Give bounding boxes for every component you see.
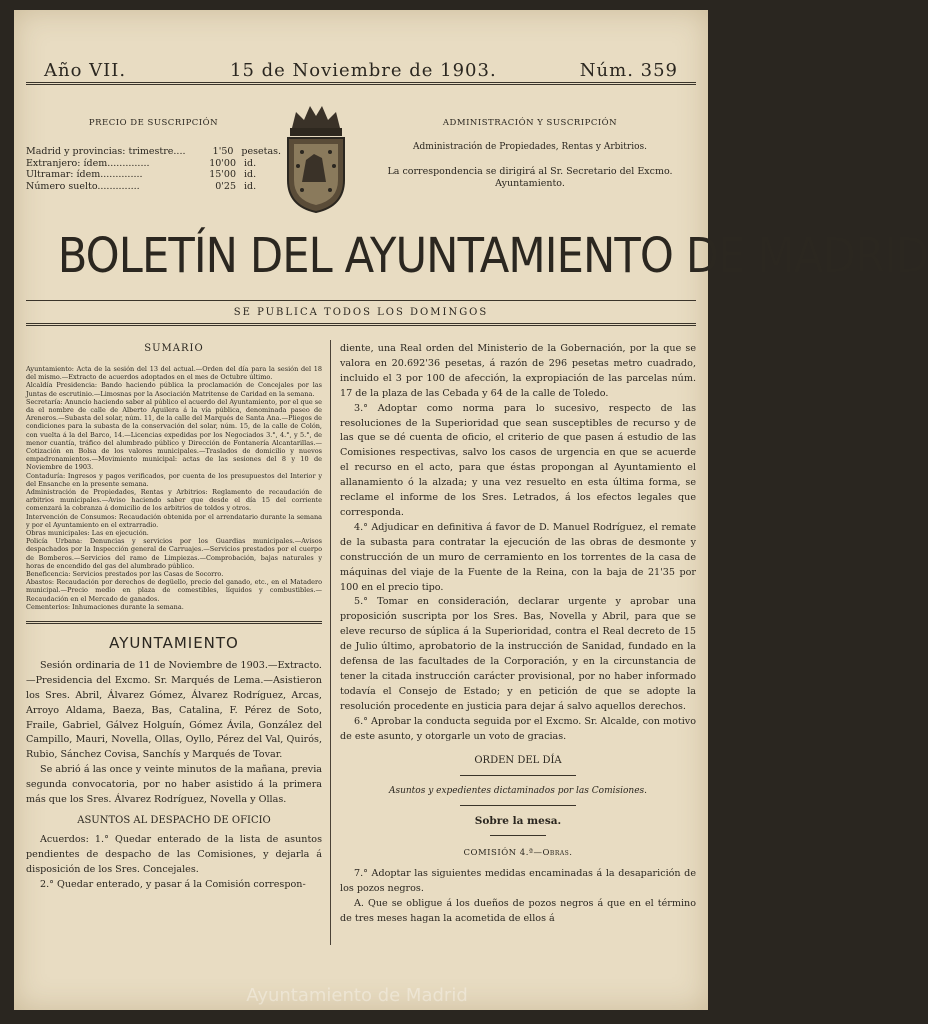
comision-heading: COMISIÓN 4.ª—Obras. xyxy=(463,848,573,859)
sumario-entry: Intervención de Consumos: Recaudación obtenida por el arrendatario durante la semana y por el Ayuntamiento en el extrarradio. xyxy=(26,512,322,529)
session-paragraph: Se abrió á las once y veinte minutos de la mañana, previa segunda convocatoria, por no haber asistido á la primera más que los Sres. Álvarez Rodríguez, Novella y Ollas. xyxy=(26,764,322,806)
agreement-paragraph: A. Que se obligue á los dueños de pozos negros á que en el término de tres meses hagan la acometida de ellos á xyxy=(340,897,696,924)
column-divider xyxy=(330,340,331,945)
sumario-entry: Alcaldía Presidencia: Bando haciendo pública la proclamación de Concejales por las Juntas de escrutinio.—Limosnas por la Asociación Matritense de Caridad en la semana. xyxy=(26,381,322,398)
asuntos-rule xyxy=(460,805,576,806)
sumario-entry: Cementerios: Inhumaciones durante la semana. xyxy=(26,602,184,611)
agreement-paragraph: 2.° Quedar enterado, y pasar á la Comisión correspon- xyxy=(40,878,306,890)
title-rule xyxy=(26,300,696,301)
year-label: Año VII. xyxy=(44,60,127,81)
section-rule xyxy=(26,621,322,624)
subscription-row: Ultramar: ídem.............. 15'00 id. xyxy=(26,169,257,180)
agreement-paragraph: 6.° Aprobar la conducta seguida por el Excmo. Sr. Alcalde, con motivo de este asunto, y otorgarle un voto de gracias. xyxy=(340,715,696,742)
agreement-paragraph: 4.° Adjudicar en definitiva á favor de D. Manuel Rodríguez, el remate de la subasta para contratar la ejecución de las obras de desmonte y construcción de un muro de cerramiento en los torrentes de la casa de máquinas del viaje de la Fuente de la Reina, con la baja de 21'35 por 100 en el precio tipo. xyxy=(340,521,696,593)
session-paragraph: Sesión ordinaria de 11 de Noviembre de 1903.—Extracto.—Presidencia del Excmo. Sr. Marqués de Lema.—Asistieron los Sres. Abril, Álvarez Gómez, Álvarez Rodríguez, Arcas, Arroyo Aldama, Baeza, Bas, Catalina, F. Pérez de Soto, Fraile, Gabriel, Gálvez Holguín, Gómez Ávila, González del Campillo, Mauri, Novella, Ollas, Oyllo, Pérez del Val, Quirós, Rubio, Sánchez Covisa, Sanchís y Marqués de Tovar. xyxy=(26,659,322,761)
sobre-rule xyxy=(490,835,546,836)
subtitle-rule xyxy=(26,323,696,326)
subscription-heading: PRECIO DE SUSCRIPCIÓN xyxy=(88,118,219,128)
watermark-text: Ayuntamiento de Madrid xyxy=(246,985,468,1006)
orden-rule xyxy=(460,775,576,776)
sumario-entry: Administración de Propiedades, Rentas y Arbitrios: Reglamento de recaudación de arbitrios municipales.—Aviso haciendo saber que desde el día 15 del corriente comenzará la cobranza á domicilio de los arbitrios de toldos y otros. xyxy=(26,487,322,513)
administration-block xyxy=(364,118,696,189)
asuntos-heading: Asuntos y expedientes dictaminados por las Comisiones. xyxy=(388,786,648,797)
subscription-row: Extranjero: ídem.............. 10'00 id. xyxy=(26,157,257,169)
sumario-entry: Abastos: Recaudación por derechos de degüello, precio del ganado, etc., en el Matadero municipal.—Precio medio en plaza de comestibles, líquidos y combustibles.—Recaudación en el Mercado de ganados. xyxy=(26,578,322,603)
agreement-paragraph: diente, una Real orden del Ministerio de la Gobernación, por la que se valora en 20.692'36 pesetas, á razón de 296 pesetas metro cuadrado, incluido el 3 por 100 de afección, la expropiación de las parcelas núm. 17 de la plaza de las Cebada y 64 de la calle de Toledo. xyxy=(340,343,696,399)
agreement-paragraph: 5.° Tomar en consideración, declarar urgente y aprobar una proposición suscripta por los Sres. Bas, Novella y Abril, para que se eleve recurso de súplica á la Superioridad, contra el Real decreto de 15 de Julio último, aprobatorio de la instrucción de Sanidad, fundado en la defensa de las facultades de la Corporación, y en la circunstancia de tener la citada instrucción carácter provisional, por no haber informado todavía el Consejo de Estado; y en petición de que se adopte la resolución procedente en justicia para dejar á salvo aquellos derechos. xyxy=(340,596,696,712)
subscription-block xyxy=(26,118,281,192)
sumario-heading: SUMARIO xyxy=(144,343,204,354)
right-column xyxy=(340,342,696,927)
administration-office: Administración de Propiedades, Rentas y Arbitrios. xyxy=(413,142,647,152)
subheading: ASUNTOS AL DESPACHO DE OFICIO xyxy=(77,814,271,826)
left-column xyxy=(26,342,322,893)
issue-number: Núm. 359 xyxy=(579,60,678,81)
newspaper-page xyxy=(14,10,928,1010)
agreement-paragraph: Acuerdos: 1.° Quedar enterado de la lista de asuntos pendientes de despacho de las Comisiones, y dejarla á disposición de los Sres. Concejales. xyxy=(26,833,322,875)
sumario-entry: Contaduría: Ingresos y pagos verificados, por cuenta de los presupuestos del Interior y del Ensanche en la presente semana. xyxy=(26,471,322,488)
administration-heading: ADMINISTRACIÓN Y SUSCRIPCIÓN xyxy=(442,118,618,128)
subscription-row: Madrid y provincias: trimestre.... 1'50 pesetas. xyxy=(26,146,281,157)
subscription-row: Número suelto.............. 0'25 id. xyxy=(26,180,257,192)
madrid-coat-of-arms-icon xyxy=(282,102,350,214)
sumario-entry: Secretaría: Anuncio haciendo saber al público el acuerdo del Ayuntamiento, por el que se da el nombre de calle de Alberto Aguilera á la vía pública, denominada paseo de Areneros.—Subasta del solar, núm. 11, de la calle del Marqués de Santa Ana.—Pliegos de condiciones para la subasta de la conservación del solar, núm. 15, de la calle de Colón, con vuelta á la del Barco, 14.—Licencias expedidas por los Negociados 3.°, 4.°, y 5.°, de menor cuantía, tráfico del alumbrado público y Dirección de Fontanería Alcantarillas.—Cotización en Bolsa de los valores municipales.—Traslados de domicilio y nuevos empadronamientos.—Movimiento municipal: actas de las sesiones del 8 y 10 de Noviembre de 1903. xyxy=(26,397,322,472)
top-rule xyxy=(26,82,696,85)
publication-subtitle: SE PUBLICA TODOS LOS DOMINGOS xyxy=(233,307,489,318)
sumario-entry: Obras municipales: Las en ejecución. xyxy=(26,528,149,537)
administration-note: La correspondencia se dirigirá al Sr. Secretario del Excmo. Ayuntamiento. xyxy=(387,166,673,189)
sumario-entry: Beneficencia: Servicios prestados por las Casas de Socorro. xyxy=(26,569,224,578)
sobre-mesa-heading: Sobre la mesa. xyxy=(474,815,562,828)
newspaper-title: BOLETÍN DEL AYUNTAMIENTO DE MADRID xyxy=(57,228,928,284)
agreement-paragraph: 7.° Adoptar las siguientes medidas encaminadas á la desaparición de los pozos negros. xyxy=(340,868,696,894)
agreement-paragraph: 3.° Adoptar como norma para lo sucesivo, respecto de las resoluciones de la Superioridad que sean susceptibles de recurso y de las que se dé cuenta de oficio, el criterio de que pasen á estudio de las Comisiones respectivas, salvo los casos de urgencia en que se acuerde el recurso en el acto, para que éstas propongan al Ayuntamiento el allanamiento ó la alzada; y una vez resuelto en esta última forma, se reclame el informe de los Sres. Letrados, á los efectos legales que corresponda. xyxy=(340,402,696,518)
date-label: 15 de Noviembre de 1903. xyxy=(230,60,497,81)
sumario-entry: Ayuntamiento: Acta de la sesión del 13 del actual.—Orden del día para la sesión del 18 del mismo.—Extracto de acuerdos adoptados en el mes de Octubre último. xyxy=(26,364,322,382)
section-heading: AYUNTAMIENTO xyxy=(109,634,239,652)
sumario-entry: Policía Urbana: Denuncias y servicios por los Guardias municipales.—Avisos despachados por la Inspección general de Carruajes.—Servicios prestados por el cuerpo de Bomberos.—Servicios del ramo de Limpiezas.—Comprobación, bajas naturales y horas de encendido del gas del alumbrado público. xyxy=(26,537,322,570)
sumario-list xyxy=(26,365,322,611)
orden-heading: ORDEN DEL DÍA xyxy=(474,755,562,767)
